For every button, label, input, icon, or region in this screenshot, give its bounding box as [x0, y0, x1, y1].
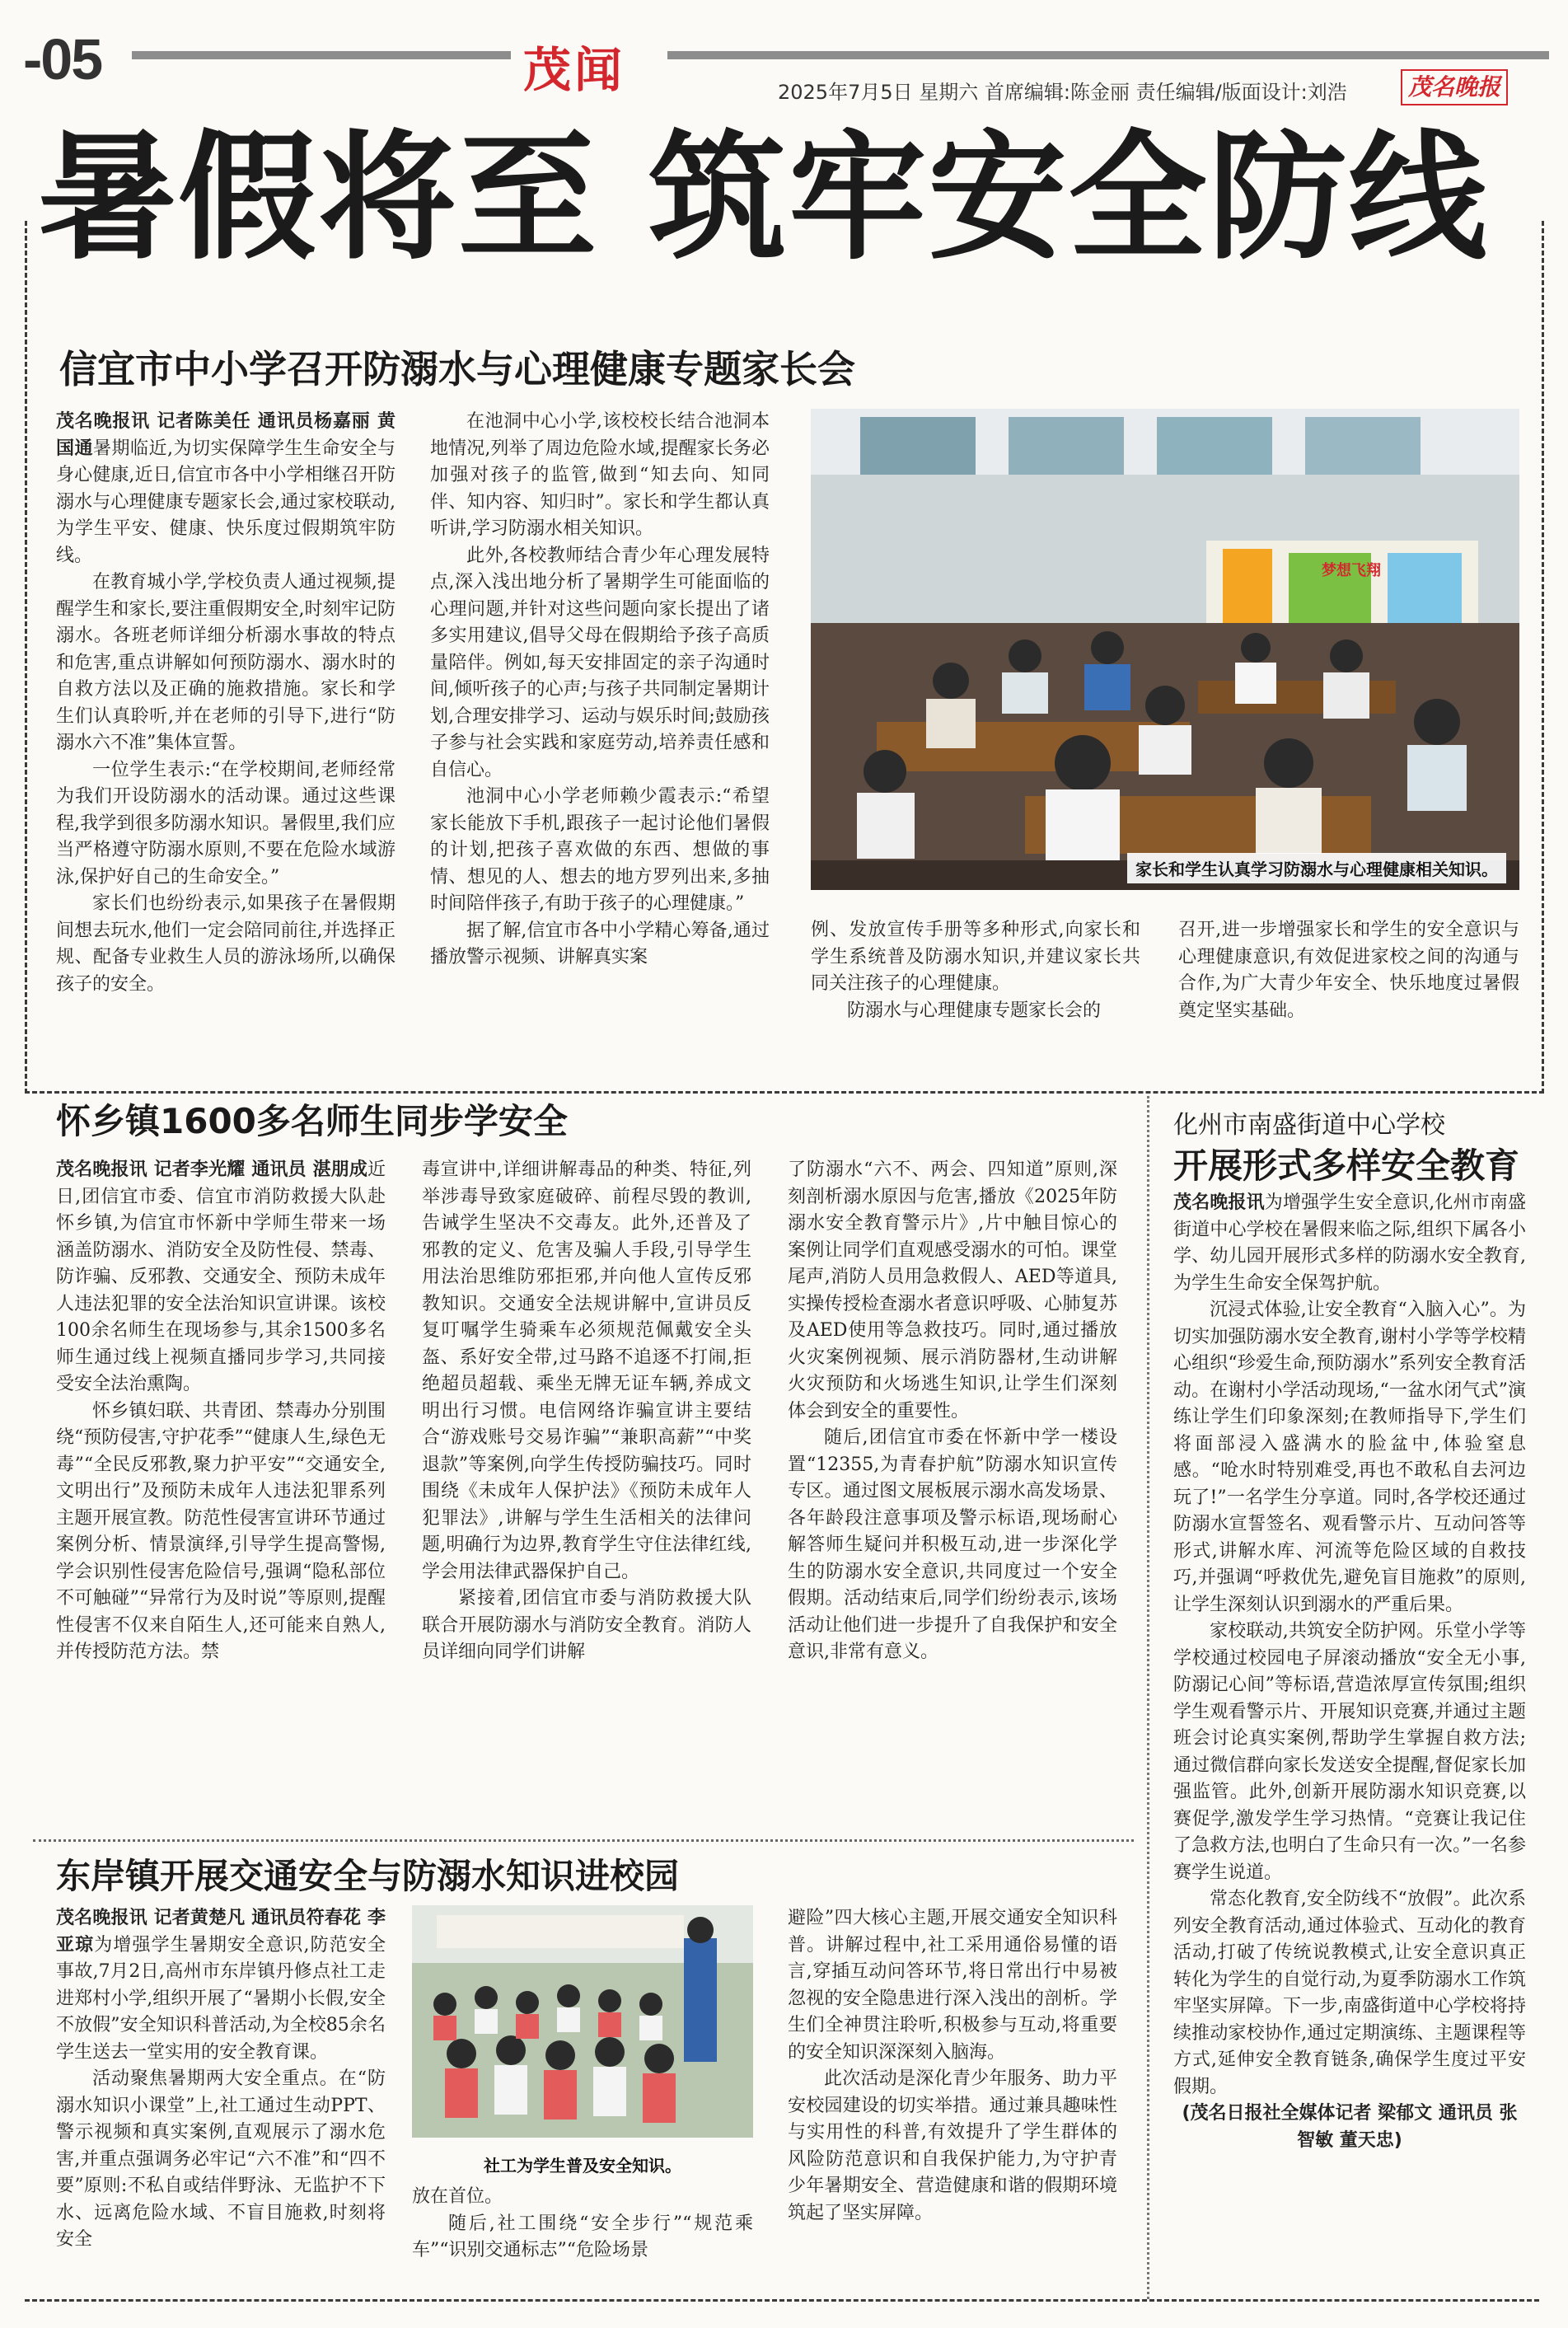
article1-col3	[811, 917, 1140, 1024]
article3-subtitle: 化州市南盛街道中心学校	[1173, 1111, 1445, 1140]
page-number: -05	[23, 27, 102, 91]
article4-photo-caption: 社工为学生普及安全知识。	[484, 2156, 681, 2176]
article3-title: 开展形式多样安全教育	[1173, 1145, 1520, 1186]
header-rule-right	[667, 51, 1549, 59]
article4-col2	[412, 2184, 753, 2265]
newspaper-logo: 茂名晚报	[1401, 69, 1508, 105]
section-divider	[33, 1839, 1134, 1842]
article4-paragraph: 随后,社工围绕“安全步行”“规范乘车”“识别交通标志”“危险场景	[412, 2213, 753, 2260]
article2-paragraph: 怀乡镇妇联、共青团、禁毒办分别围绕“预防侵害,守护花季”“健康人生,绿色无毒”“全民反邪教,聚力护平安”“交通安全,文明出行”及预防未成年人违法犯罪系列主题开展宣教。防范性侵害宣讲环节通过案例分析、情景演绎,引导学生提高警惕,学会识别性侵害危险信号,强调“隐私部位不可触碰”“异常行为及时说”等原则,提醒性侵害不仅来自陌生人,还可能来自熟人,并传授防范方法。禁	[56, 1400, 386, 1662]
article1-col2	[430, 409, 770, 972]
bottom-frame	[25, 2299, 1539, 2302]
article1-paragraph: 一位学生表示:“在学校期间,老师经常为我们开设防溺水的活动课。通过这些课程,我学到很多防溺水知识。暑假里,我们应当严格遵守防溺水原则,不要在危险水域游泳,保护好自己的生命安全。”	[56, 759, 396, 888]
article4-col3	[788, 1905, 1117, 2227]
article1-paragraph: 此外,各校教师结合青少年心理发展特点,深入浅出地分析了暑期学生可能面临的心理问题,并针对这些问题向家长提出了诸多实用建议,倡导父母在假期给予孩子高质量陪伴。例如,每天安排固定的亲子沟通时间,倾听孩子的心声;与孩子共同制定暑期计划,合理安排学习、运动与娱乐时间;鼓励孩子参与社会实践和家庭劳动,培养责任感和自信心。	[430, 545, 770, 780]
article1-col1	[56, 409, 396, 998]
article1-paragraph: 防溺水与心理健康专题家长会的	[847, 1000, 1102, 1021]
article2-text: 近日,团信宜市委、信宜市消防救援大队赴怀乡镇,为信宜市怀新中学师生带来一场涵盖防溺水、消防安全及防性侵、禁毒、防诈骗、反邪教、交通安全、预防未成年人违法犯罪的安全法治知识宣讲课。该校100余名师生在现场参与,其余1500多名师生通过线上视频直播同步学习,共同接受安全法治熏陶。	[56, 1159, 386, 1394]
article2-col1	[56, 1157, 386, 1666]
article4-text: 为增强学生暑期安全意识,防范安全事故,7月2日,高州市东岸镇丹修点社工走进郑村小学,组织开展了“暑期小长假,安全不放假”安全知识科普活动,为全校85余名学生送去一堂实用的安全教育课。	[56, 1934, 386, 2063]
article1-paragraph: 在教育城小学,学校负责人通过视频,提醒学生和家长,要注重假期安全,时刻牢记防溺水。各班老师详细分析溺水事故的特点和危害,重点讲解如何预防溺水、溺水时的自救方法以及正确的施救措施。家长和学生们认真聆听,并在老师的引导下,进行“防溺水六不准”集体宣誓。	[56, 572, 396, 753]
article2-col3	[788, 1157, 1117, 1666]
header-rule-left	[132, 51, 511, 59]
article3-paragraph: 沉浸式体验,让安全教育“入脑入心”。为切实加强防溺水安全教育,谢村小学等学校精心组织“珍爱生命,预防溺水”系列安全教育活动。在谢村小学活动现场,“一盆水闭气式”演练让学生们印象深刻;在教师指导下,学生们将面部浸入盛满水的脸盆中,体验窒息感。“呛水时特别难受,再也不敢私自去河边玩了!”一名学生分享道。同时,各学校还通过防溺水宣誓签名、观看警示片、互动问答等形式,讲解水库、河流等危险区域的自救技巧,并强调“呼救优先,避免盲目施救”的原则,让学生深刻认识到溺水的严重后果。	[1173, 1300, 1526, 1615]
board-text: 梦想飞翔	[1322, 562, 1381, 579]
article2-col2	[422, 1157, 751, 1666]
article1-paragraph: 例、发放宣传手册等多种形式,向家长和学生系统普及防溺水知识,并建议家长共同关注孩子的心理健康。	[811, 920, 1140, 994]
article3-text: 为增强学生安全意识,化州市南盛街道中心学校在暑假来临之际,组织下属各小学、幼儿园开展形式多样的防溺水安全教育,为学生生命安全保驾护航。	[1173, 1192, 1526, 1294]
article1-text: 暑期临近,为切实保障学生生命安全与身心健康,近日,信宜市各中小学相继召开防溺水与心理健康专题家长会,通过家校联动,为学生平安、健康、快乐度过假期筑牢防线。	[56, 438, 396, 566]
article4-paragraph: 活动聚焦暑期两大安全重点。在“防溺水知识小课堂”上,社工通过生动PPT、警示视频和真实案例,直观展示了溺水危害,并重点强调务必牢记“六不准”和“四不要”原则:不私自或结伴野泳、无监护不下水、远离危险水域、不盲目施救,时刻将安全	[56, 2068, 386, 2250]
article1-paragraph: 召开,进一步增强家长和学生的安全意识与心理健康意识,有效促进家校之间的沟通与合作,为广大青少年安全、快乐地度过暑假奠定坚实基础。	[1178, 920, 1519, 1021]
article3-body	[1173, 1190, 1526, 2154]
issue-info: 2025年7月5日 星期六 首席编辑:陈金丽 责任编辑/版面设计:刘浩	[778, 81, 1347, 104]
article1-paragraph: 在池洞中心小学,该校校长结合池洞本地情况,列举了周边危险水域,提醒家长务必加强对孩子的监管,做到“知去向、知同伴、知内容、知归时”。家长和学生都认真听讲,学习防溺水相关知识。	[430, 411, 770, 539]
article1-paragraph: 据了解,信宜市各中小学精心筹备,通过播放警示视频、讲解真实案	[430, 920, 770, 967]
article3-lead: 茂名晚报讯	[1173, 1192, 1265, 1213]
article4-col1	[56, 1905, 386, 2254]
page-main-title: 暑假将至 筑牢安全防线	[38, 117, 1489, 279]
section-tag: 茂闻	[523, 42, 626, 98]
classroom-photo-illustration	[811, 409, 1519, 890]
article1-photo-caption: 家长和学生认真学习防溺水与心理健康相关知识。	[1127, 853, 1506, 883]
article1-paragraph: 池洞中心小学老师赖少霞表示:“希望家长能放下手机,跟孩子一起讨论他们暑假的计划,把孩子喜欢做的东西、想做的事情、想见的人、想去的地方罗列出来,多抽时间陪伴孩子,有助于孩子的心理健康。”	[430, 786, 770, 914]
article2-paragraph: 紧接着,团信宜市委与消防救援大队联合开展防溺水与消防安全教育。消防人员详细向同学们讲解	[422, 1588, 751, 1662]
students-photo-illustration	[412, 1905, 753, 2138]
article2-paragraph: 随后,团信宜市委在怀新中学一楼设置“12355,为青春护航”防溺水知识宣传专区。通过图文展板展示溺水高发场景、各年龄段注意事项及警示标语,现场耐心解答师生疑问并积极互动,进一步深化学生的防溺水安全意识,共同度过一个安全假期。活动结束后,同学们纷纷表示,该场活动让他们进一步提升了自我保护和安全意识,非常有意义。	[788, 1427, 1117, 1662]
article1-photo	[811, 409, 1519, 890]
article1-paragraph: 家长们也纷纷表示,如果孩子在暑假期间想去玩水,他们一定会陪同前往,并选择正规、配备专业救生人员的游泳场所,以确保孩子的安全。	[56, 893, 396, 995]
article4-lead: 茂名晚报讯 记者黄楚凡 通讯员符春花 李亚琼	[56, 1908, 386, 1956]
article3-paragraph: 常态化教育,安全防线不“放假”。此次系列安全教育活动,通过体验式、互动化的教育活动,打破了传统说教模式,让安全意识真正转化为学生的自觉行动,为夏季防溺水工作筑牢坚实屏障。下一步,南盛街道中心学校将持续推动家校协作,通过定期演练、主题课程等方式,延伸安全教育链条,确保学生度过平安假期。	[1173, 1889, 1526, 2097]
article4-photo	[412, 1905, 753, 2138]
article3-byline: (茂名日报社全媒体记者 梁郁文 通讯员 张智敏 董天忠)	[1182, 2103, 1518, 2151]
article1-col4	[1178, 917, 1519, 1024]
article4-title: 东岸镇开展交通安全与防溺水知识进校园	[56, 1856, 680, 1896]
article2-paragraph: 毒宣讲中,详细讲解毒品的种类、特征,列举涉毒导致家庭破碎、前程尽毁的教训,告诫学生坚决不交毒友。此外,还普及了邪教的定义、危害及骗人手段,引导学生用法治思维防邪拒邪,并向他人宣传反邪教知识。交通安全法规讲解中,宣讲员反复叮嘱学生骑乘车必须规范佩戴安全头盔、系好安全带,过马路不追逐不打闹,拒绝超员超载、乘坐无牌无证车辆,养成文明出行习惯。电信网络诈骗宣讲主要结合“游戏账号交易诈骗”“兼职高薪”“中奖退款”等案例,向学生传授防骗技巧。同时围绕《未成年人保护法》《预防未成年人犯罪法》,讲解与学生生活相关的法律问题,明确行为边界,教育学生守住法律红线,学会用法律武器保护自己。	[422, 1159, 751, 1582]
article3-paragraph: 家校联动,共筑安全防护网。乐堂小学等学校通过校园电子屏滚动播放“安全无小事,防溺记心间”等标语,营造浓厚宣传氛围;组织学生观看警示片、开展知识竞赛,并通过主题班会讨论真实案例,帮助学生掌握自救方法;通过微信群向家长发送安全提醒,督促家长加强监管。此外,创新开展防溺水知识竞赛,以赛促学,激发学生学习热情。“竞赛让我记住了急救方法,也明白了生命只有一次。”一名参赛学生说道。	[1173, 1621, 1526, 1883]
article1-title: 信宜市中小学召开防溺水与心理健康专题家长会	[59, 347, 855, 391]
article4-paragraph: 此次活动是深化青少年服务、助力平安校园建设的切实举措。通过兼具趣味性与实用性的科普,有效提升了学生群体的风险防范意识和自我保护能力,为守护青少年暑期安全、营造健康和谐的假期环境筑起了坚实屏障。	[788, 2068, 1117, 2223]
article2-paragraph: 了防溺水“六不、两会、四知道”原则,深刻剖析溺水原因与危害,播放《2025年防溺水安全教育警示片》,片中触目惊心的案例让同学们直观感受溺水的可怕。课堂尾声,消防人员用急救假人、AED等道具,实操传授检查溺水者意识呼吸、心肺复苏及AED使用等急救技巧。同时,通过播放火灾案例视频、展示消防器材,生动讲解火灾预防和火场逃生知识,让学生们深刻体会到安全的重要性。	[788, 1159, 1117, 1422]
article4-paragraph: 避险”四大核心主题,开展交通安全知识科普。讲解过程中,社工采用通俗易懂的语言,穿插互动问答环节,将日常出行中易被忽视的安全隐患进行深入浅出的剖析。学生们全神贯注聆听,积极参与互动,将重要的安全知识深深刻入脑海。	[788, 1908, 1117, 2063]
column-divider	[1147, 1096, 1149, 2299]
article1-lead: 茂名晚报讯 记者陈美任 通讯员杨嘉丽 黄国通	[56, 411, 396, 459]
article4-paragraph: 放在首位。	[412, 2186, 503, 2207]
article2-lead: 茂名晚报讯 记者李光耀 通讯员 湛朋成	[56, 1159, 367, 1180]
article2-title: 怀乡镇1600多名师生同步学安全	[56, 1101, 568, 1141]
